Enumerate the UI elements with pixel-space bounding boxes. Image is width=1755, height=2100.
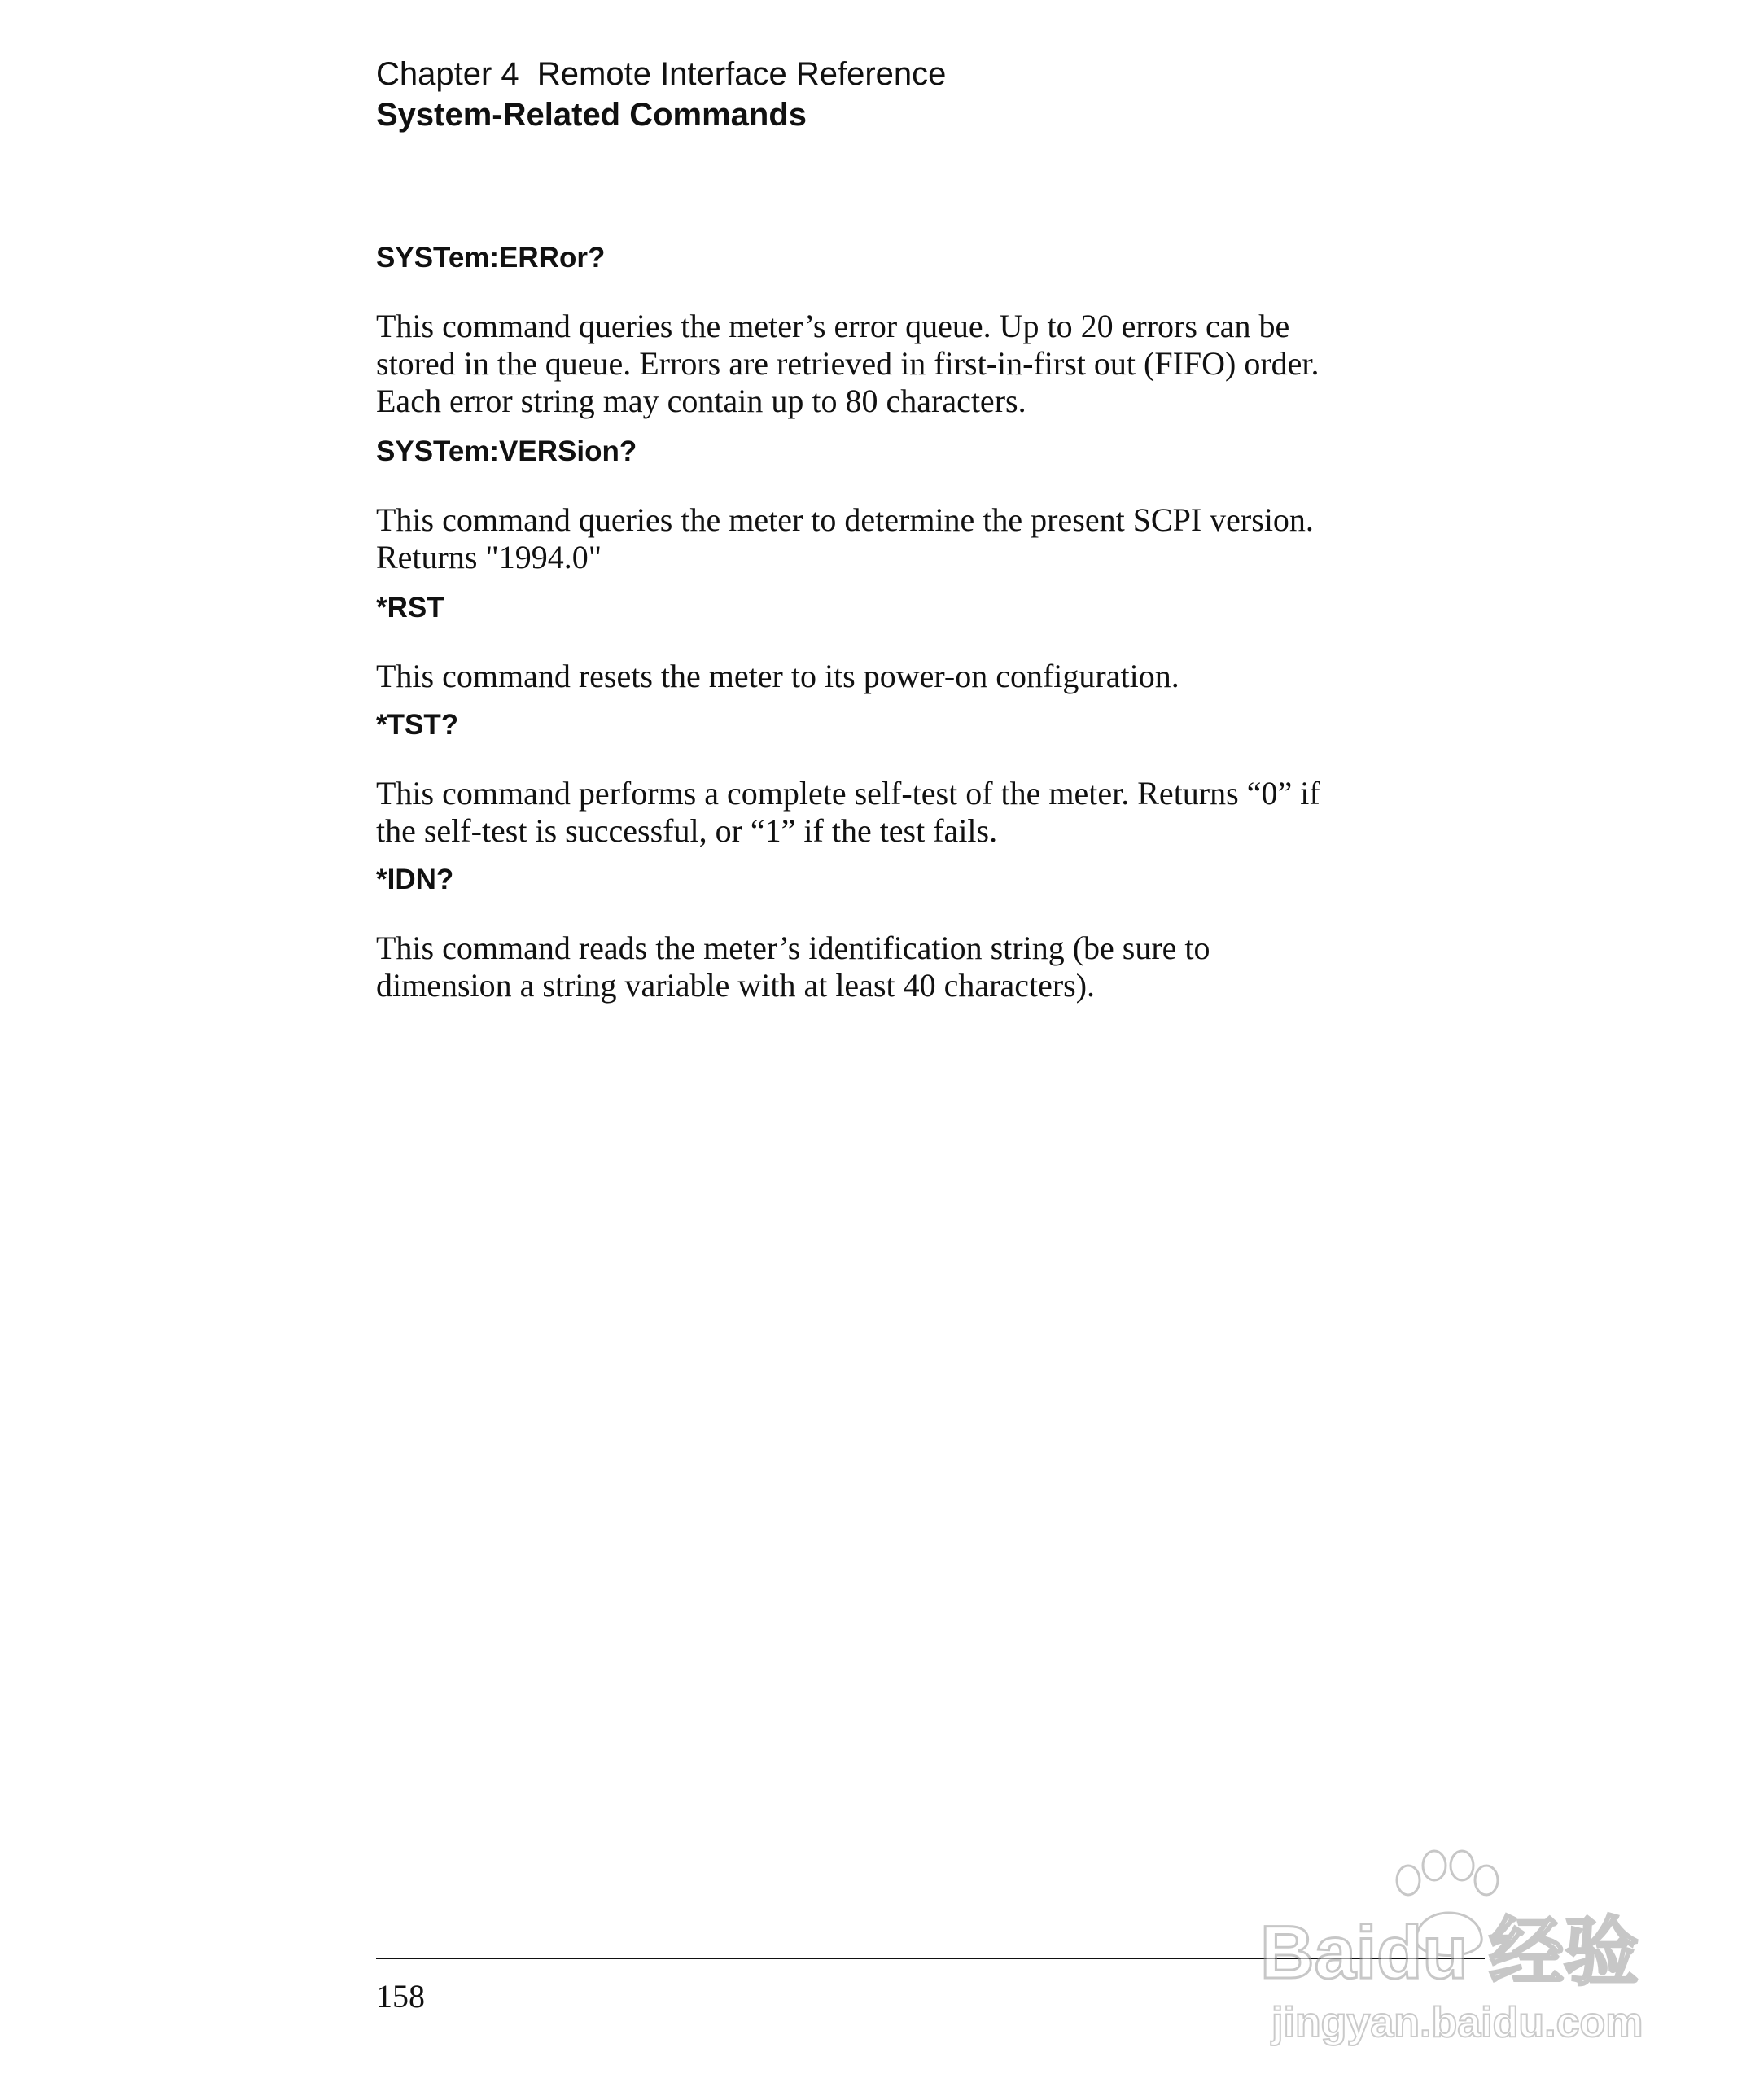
command-heading: *TST? — [376, 709, 459, 741]
command-block-syst-err — [376, 241, 1516, 420]
command-description: This command reads the meter’s identification string (be sure to dimension a string variable with at least 40 characters). — [376, 930, 1210, 1004]
command-description: This command queries the meter to determine the present SCPI version. Returns "1994.0" — [376, 501, 1314, 575]
watermark-url: jingyan.baidu.com — [1271, 1999, 1643, 2046]
command-description: This command performs a complete self-test of the meter. Returns “0” if the self-test is successful, or “1” if the test fails. — [376, 775, 1320, 849]
page-number: 158 — [376, 1978, 425, 2015]
watermark-brand: Baidu 经验 — [1260, 1911, 1639, 1994]
section-title: System-Related Commands — [376, 97, 807, 133]
command-block-tst — [376, 708, 1516, 850]
command-heading: *IDN? — [376, 864, 454, 895]
command-block-rst — [376, 591, 1516, 695]
command-heading: *RST — [376, 592, 444, 623]
command-heading: SYSTem:VERSion? — [376, 435, 637, 467]
chapter-title: Chapter 4 Remote Interface Reference — [376, 56, 947, 92]
command-description: This command queries the meter’s error queue. Up to 20 errors can be stored in the queue. Errors are retrieved in first-in-first out (FIFO) order. Each error string may contain up to 80 characters. — [376, 308, 1320, 419]
command-block-syst-vers — [376, 435, 1516, 576]
command-description: This command resets the meter to its power-on configuration. — [376, 658, 1179, 694]
running-head — [376, 54, 946, 135]
baidu-jingyan-watermark — [1254, 1848, 1677, 2059]
command-heading: SYSTem:ERRor? — [376, 242, 606, 273]
command-block-idn — [376, 863, 1516, 1004]
